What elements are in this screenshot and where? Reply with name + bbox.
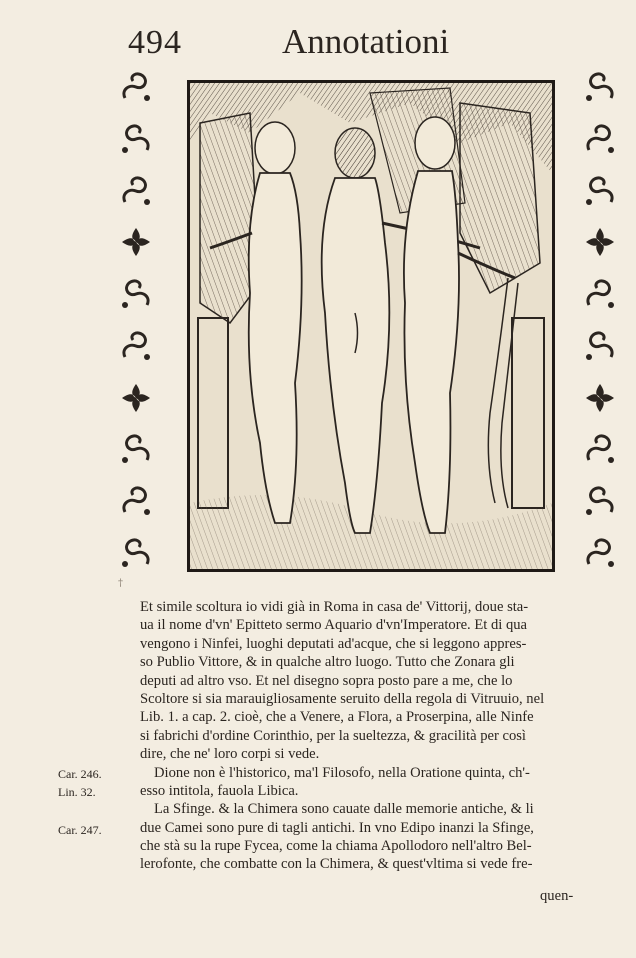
scroll-ornament-icon — [119, 277, 153, 311]
text-line: Scoltore si sia marauigliosamente seruito della regola di Vitruuio, nel — [140, 690, 545, 707]
scroll-ornament-icon — [583, 536, 617, 570]
text-line: so Publio Vittore, & in qualche altro luogo. Tutto che Zonara gli — [140, 654, 515, 671]
body-text — [140, 598, 636, 874]
right-ornament-border — [580, 70, 620, 570]
scroll-ornament-icon — [583, 70, 617, 104]
margin-note-car: Car. 246. — [58, 767, 102, 781]
scroll-ornament-icon — [583, 484, 617, 518]
margin-note-lin: Lin. 32. — [58, 785, 96, 799]
ink-speck: † — [118, 578, 123, 589]
text-line: vengono i Ninfei, luoghi deputati ad'acque, che si leggono appres- — [140, 635, 527, 652]
scroll-ornament-icon — [119, 484, 153, 518]
fleuron-ornament-icon — [119, 225, 153, 259]
text-line: La Sfinge. & la Chimera sono cauate dalle memorie antiche, & li — [154, 801, 534, 818]
text-line: due Camei sono pure di tagli antichi. In vno Edipo inanzi la Sfinge, — [140, 819, 534, 836]
text-line: che stà su la rupe Fycea, come la chiama Apollodoro nell'altro Bel- — [140, 838, 532, 855]
three-graces-woodcut — [190, 83, 552, 569]
scroll-ornament-icon — [119, 329, 153, 363]
scroll-ornament-icon — [119, 122, 153, 156]
text-line: Lib. 1. a cap. 2. cioè, che a Venere, a Flora, a Proserpina, alle Ninfe — [140, 709, 534, 726]
text-line: lerofonte, che combatte con la Chimera, & quest'vltima si vede fre- — [140, 856, 533, 873]
scroll-ornament-icon — [583, 174, 617, 208]
page-number: 494 — [128, 24, 182, 61]
running-head-title: Annotationi — [282, 22, 450, 61]
scroll-ornament-icon — [583, 277, 617, 311]
text-line: Dione non è l'historico, ma'l Filosofo, nella Oratione quinta, ch'- — [154, 764, 530, 781]
text-line: esso intitola, fauola Libica. — [140, 782, 299, 799]
scroll-ornament-icon — [119, 432, 153, 466]
scroll-ornament-icon — [119, 174, 153, 208]
text-line: deputi ad altro vso. Et nel disegno sopra posto pare a me, che lo — [140, 672, 513, 689]
scroll-ornament-icon — [583, 329, 617, 363]
scroll-ornament-icon — [583, 432, 617, 466]
fleuron-ornament-icon — [119, 381, 153, 415]
woodcut-illustration — [187, 80, 555, 572]
text-line: si fabrichi d'ordine Corinthio, per la sueltezza, & gracilità per così — [140, 727, 526, 744]
text-line: ua il nome d'vn' Epitteto sermo Aquario d'vn'Imperatore. Et di qua — [140, 617, 528, 634]
left-ornament-border — [116, 70, 156, 570]
scroll-ornament-icon — [119, 536, 153, 570]
fleuron-ornament-icon — [583, 381, 617, 415]
scroll-ornament-icon — [119, 70, 153, 104]
margin-note-car: Car. 247. — [58, 823, 102, 837]
scroll-ornament-icon — [583, 122, 617, 156]
text-line: Et simile scoltura io vidi già in Roma in casa de' Vittorij, doue sta- — [140, 599, 529, 615]
text-line: dire, che ne' loro corpi si vede. — [140, 746, 320, 763]
fleuron-ornament-icon — [583, 225, 617, 259]
catchword: quen- — [540, 888, 574, 904]
